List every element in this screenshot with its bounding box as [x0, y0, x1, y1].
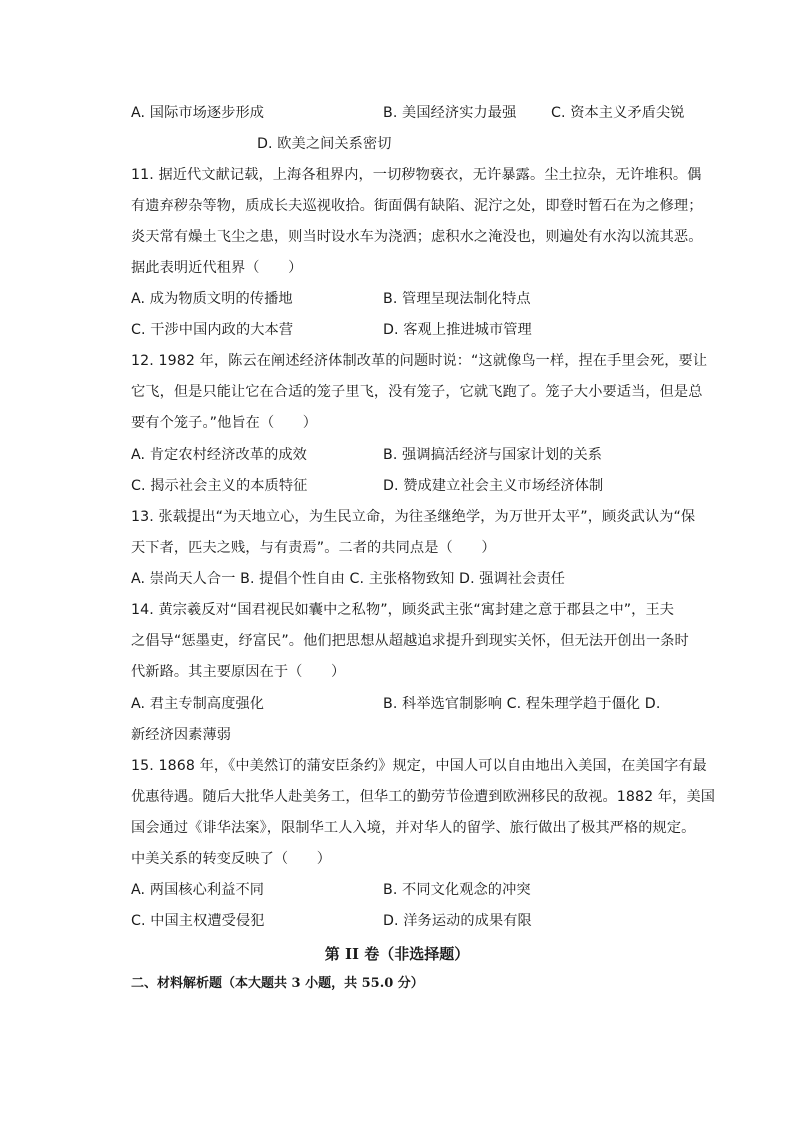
q10-option-b: B. 美国经济实力最强: [383, 105, 517, 121]
q12-option-d: D. 赞成建立社会主义市场经济体制: [383, 478, 604, 494]
q10-option-d: D. 欧美之间关系密切: [257, 136, 392, 152]
q14-options-bcd: B. 科举选官制影响 C. 程朱理学趋于僵化 D.: [383, 696, 661, 712]
q15-stem-line: 15. 1868 年，《中美然订的蒲安臣条约》规定，中国人可以自由地出入美国，在美国字有最: [131, 758, 707, 774]
q11-stem-line: 据此表明近代租界（ ）: [131, 260, 303, 276]
q12-option-b: B. 强调搞活经济与国家计划的关系: [383, 447, 603, 463]
q13-stem-line: 天下者，匹夫之贱，与有责焉”。二者的共同点是（ ）: [131, 540, 496, 556]
q11-option-c: C. 干涉中国内政的大本营: [131, 322, 294, 338]
q15-option-a: A. 两国核心利益不同: [131, 882, 265, 898]
q14-option-d-continued: 新经济因素薄弱: [131, 727, 232, 743]
q14-stem-line: 14. 黄宗羲反对“国君视民如囊中之私物”，顾炎武主张“寓封建之意于郡县之中”，王夫: [131, 602, 675, 618]
q11-option-b: B. 管理呈现法制化特点: [383, 291, 531, 307]
q11-option-d: D. 客观上推进城市管理: [383, 322, 532, 338]
q14-stem-line: 代新路。其主要原因在于（ ）: [131, 664, 346, 680]
q11-stem-line: 11. 据近代文献记载，上海各租界内，一切秽物亵衣，无许暴露。尘土拉杂，无许堆积。偶: [131, 167, 702, 183]
volume-title: 第 II 卷（非选择题）: [324, 945, 470, 963]
q13-stem-line: 13. 张载提出“为天地立心，为生民立命，为往圣继绝学，为万世开太平”，顾炎武认为“保: [131, 509, 696, 525]
q12-stem-line: 要有个笼子。”他旨在（ ）: [131, 415, 318, 431]
q13-options: A. 崇尚天人合一 B. 提倡个性自由 C. 主张格物致知 D. 强调社会责任: [131, 571, 566, 587]
q12-option-a: A. 肯定农村经济改革的成效: [131, 447, 307, 463]
q10-option-a: A. 国际市场逐步形成: [131, 105, 265, 121]
q15-stem-line: 国会通过《诽华法案》，限制华工人入境，并对华人的留学、旅行做出了极其严格的规定。: [131, 820, 696, 836]
q15-option-b: B. 不同文化观念的冲突: [383, 882, 531, 898]
q10-option-c: C. 资本主义矛盾尖锐: [551, 105, 685, 121]
q15-stem-line: 优惠待遇。随后大批华人赴美务工，但华工的勤劳节俭遭到欧洲移民的敌视。1882 年，美国: [131, 789, 716, 805]
q12-stem-line: 12. 1982 年，陈云在阐述经济体制改革的问题时说：“这就像鸟一样，捏在手里会死，要让: [131, 353, 708, 369]
q11-option-a: A. 成为物质文明的传播地: [131, 291, 293, 307]
section-title: 二、材料解析题（本大题共 3 小题，共 55.0 分）: [131, 976, 424, 991]
q12-option-c: C. 揭示社会主义的本质特征: [131, 478, 308, 494]
q14-option-a: A. 君主专制高度强化: [131, 696, 265, 712]
q15-stem-line: 中美关系的转变反映了（ ）: [131, 851, 332, 867]
q14-stem-line: 之倡导“惩墨吏，纾富民”。他们把思想从超越追求提升到现实关怀，但无法开创出一条时: [131, 633, 689, 649]
q12-stem-line: 它飞，但是只能让它在合适的笼子里飞，没有笼子，它就飞跑了。笼子大小要适当，但是总: [131, 384, 703, 400]
q15-option-c: C. 中国主权遭受侵犯: [131, 913, 265, 929]
q11-stem-line: 炎天常有燥土飞尘之患，则当时设水车为浇洒；虑积水之淹没也，则遍处有水沟以流其恶。: [131, 229, 703, 245]
q15-option-d: D. 洋务运动的成果有限: [383, 913, 532, 929]
q11-stem-line: 有遗弃秽杂等物，质成长夫巡视收拾。街面偶有缺陷、泥泞之处，即登时暂石在为之修理；: [131, 198, 703, 214]
